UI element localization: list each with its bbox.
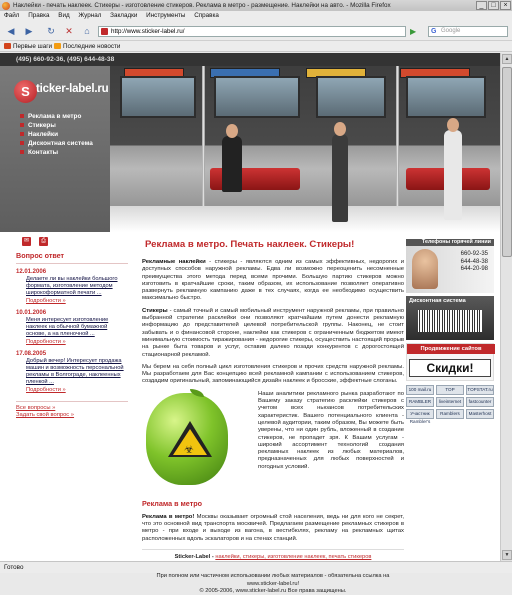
vertical-scrollbar[interactable]	[500, 53, 512, 561]
close-button[interactable]: ×	[500, 1, 511, 10]
hotline-title: Телефоны горячей линии	[406, 239, 494, 246]
footer-line-3: При полном или частичном использовании любых материалов - обязательна ссылка на www.sticker-label.ru!	[156, 573, 390, 587]
qa-item	[16, 351, 128, 393]
site-favicon-icon	[101, 28, 108, 35]
bookmark-label: Последние новости	[63, 43, 121, 50]
footer-brand: Sticker-Label -	[174, 553, 216, 560]
search-box[interactable]	[428, 26, 508, 37]
menu-contacts[interactable]: Контакты	[20, 148, 93, 157]
url-text: http://www.sticker-label.ru/	[111, 28, 185, 35]
counter-badge[interactable]: Masterhost	[466, 409, 494, 419]
menu-history[interactable]: Журнал	[78, 12, 102, 19]
car-floor	[110, 206, 500, 232]
passenger-head	[226, 124, 238, 138]
qa-item	[16, 269, 128, 304]
paragraph-2	[142, 308, 404, 359]
qa-question-link[interactable]: Делаете ли вы наклейки большого формата, изготовление методом широкоформатной печати ...	[26, 276, 118, 296]
car-window	[214, 76, 300, 118]
green-apple-image	[146, 393, 228, 485]
status-bar: Готово	[0, 561, 512, 573]
passenger-figure	[332, 134, 348, 222]
discount-banner[interactable]	[406, 296, 494, 340]
window-title: Наклейки - печать наклеек. Стикеры - изготовление стикеров. Реклама в метро - размещение. Наклейки на авто. - Mozilla Firefox	[13, 2, 391, 9]
qa-item	[16, 310, 128, 345]
main-article	[142, 239, 404, 595]
menu-bar	[0, 11, 512, 21]
go-button[interactable]: ▶	[410, 27, 417, 36]
page-title: Реклама в метро. Печать наклеек. Стикеры!	[145, 239, 355, 250]
all-questions-link[interactable]: Все вопросы »	[16, 405, 56, 411]
menu-file[interactable]: Файл	[4, 12, 20, 19]
forward-button[interactable]: ▶	[25, 26, 33, 36]
qa-question-link[interactable]: Меня интересует изготовление наклеек на обычной бумажной основе, а на пленочной ...	[26, 317, 109, 337]
menu-tools[interactable]: Инструменты	[146, 12, 186, 19]
reload-button[interactable]: ↻	[47, 26, 55, 36]
bookmark-label: Первые шаги	[13, 43, 53, 50]
metro-car-illustration	[110, 66, 500, 232]
footer-keywords-link[interactable]: наклейки, стикеры, изготовление наклеек, печать стикеров	[215, 553, 372, 560]
paragraph-1	[142, 259, 404, 303]
header-left-panel	[0, 66, 110, 232]
qa-question-link[interactable]: Добрый вечер! Интересует продажа машин и возможность персональной рекламы в Волгограде, наклеенных пленкой ...	[26, 358, 124, 385]
car-window	[406, 76, 486, 118]
counter-badge[interactable]: fastcounter	[466, 397, 494, 407]
bold-term: Рекламные наклейки	[142, 259, 206, 265]
hotline-banner[interactable]	[406, 239, 494, 293]
counter-badge[interactable]: TOP	[436, 385, 464, 395]
passenger-head	[447, 118, 459, 132]
counter-badge[interactable]: liveinternet	[436, 397, 464, 407]
window-titlebar	[0, 0, 512, 11]
logo-icon[interactable]: S	[14, 80, 37, 103]
counter-badge[interactable]: 100 mail.ru	[406, 385, 434, 395]
menu-discount[interactable]: Дисконтная система	[20, 139, 93, 148]
firefox-bookmark-icon	[4, 43, 11, 49]
main-menu	[20, 112, 93, 157]
qa-title: Вопрос ответ	[16, 251, 128, 264]
rss-icon	[54, 43, 61, 49]
print-icon[interactable]: ⎙	[39, 237, 48, 246]
google-icon: G	[431, 28, 437, 35]
apple-block	[142, 391, 404, 495]
barcode-image	[418, 310, 482, 332]
paragraph-text: - самый точный и самый мобильный инструмент наружной рекламы, при правильно выбранной стратегии расклейки они позволяют кратчайшим путем донести рекламную информацию до представителей целевой потребительской группы. Наконец, не стоит забывать и о финансовой стороне, наклейки как стикеров с ограниченным бюджетом имеют минимальную стоимость тиражирования - недорогие стикеры, осуществить настоящий прорыв на рынке быта товаров и услуг, оставив далеко позади конкурентов с дорогостоящей стационарной рекламой.	[142, 307, 404, 358]
scroll-thumb[interactable]	[502, 67, 512, 257]
promo-discount-text: Скидки!	[409, 359, 491, 377]
counter-badges	[406, 385, 494, 424]
qa-date: 12.01.2006	[16, 269, 47, 275]
firefox-icon	[2, 2, 10, 10]
paragraph-5	[142, 514, 404, 543]
hotline-number: 660-92-35	[460, 251, 488, 257]
counter-badge[interactable]: Участник Rambler's	[406, 409, 434, 419]
discount-title: Дисконтная система	[409, 298, 466, 304]
paragraph-text: Москвы оказывает огромный стой населения, ведь ни для кого не секрет, что это основной вид транспорта москвичей. Предлагаем размещение рекламных стикеров в метро - при входе и выходе из вагона, в вестибюлях, рекламу на рекламных щитах расположенных вдоль эскалаторов и на стенах станций.	[142, 513, 404, 542]
menu-stickers[interactable]: Стикеры	[20, 121, 93, 130]
url-bar[interactable]	[98, 26, 406, 37]
passenger-head	[334, 122, 346, 136]
hotline-number: 644-48-38	[460, 258, 488, 265]
qa-links	[16, 401, 128, 419]
menu-edit[interactable]: Правка	[28, 12, 50, 19]
minimize-button[interactable]: _	[476, 1, 487, 10]
paragraph-4: Наши аналитики рекламного рынка разработают по Вашему заказу стратегию расклейки стикеров с учетом всех ньюансов потребительских характеристик. Вашего потенциального клиента - целевой аудитории, таким образом, Вы можете быть уверены, что ни один рубль, вложенный в создание стикеров, не пропадет зря. К Вашим услугам - широкий ассортимент технологий создания рекламных наклеек из любых материалов, предназначенных для любых поверхностей и погодных условий.	[258, 390, 404, 470]
stop-button[interactable]: ✕	[65, 26, 73, 36]
menu-labels[interactable]: Наклейки	[20, 130, 93, 139]
hotline-numbers	[461, 251, 488, 274]
menu-metro-ads[interactable]: Реклама в метро	[20, 112, 93, 121]
footer-copyright: © 2005-2006, www.sticker-label.ru Все права защищены.	[199, 587, 347, 594]
bold-term: Реклама в метро!	[142, 513, 195, 520]
apple-leaf	[190, 389, 204, 397]
qa-more-link[interactable]: Подробности »	[26, 298, 66, 304]
logo-text[interactable]: ticker-label.ru	[36, 83, 109, 95]
biohazard-icon: ☣	[184, 443, 194, 456]
counter-badge[interactable]: Ramblers	[436, 409, 464, 419]
bold-term: Стикеры	[142, 307, 168, 314]
ask-question-link[interactable]: Задать свой вопрос »	[16, 412, 75, 418]
promo-banner[interactable]	[406, 343, 494, 381]
bookmark-latest-news[interactable]	[54, 41, 120, 52]
counter-badge[interactable]: TOPSTAT.ru	[466, 385, 494, 395]
qa-more-link[interactable]: Подробности »	[26, 339, 66, 345]
qa-more-link[interactable]: Подробности »	[26, 387, 66, 393]
passenger-figure	[444, 130, 462, 220]
paragraph-text: - стикеры - являются одним из самых эффективных, недорогих и доступных способов наружной рекламы. Едва ли возможно переоценить несомненные преимущества этого метода перед всеми прочими. Большую партию стикеров можно изготовить в кратчайшие сроки, таким образом, их использование позволяет оперативно развернуть рекламную кампанию даже в тех случаях, когда ее необходимо осуществить максимально быстро.	[142, 259, 404, 302]
section-title: Реклама в метро	[142, 498, 203, 508]
qa-date: 10.01.2006	[16, 310, 47, 316]
site-phones: (495) 660-92-36, (495) 644-48-38	[0, 53, 500, 66]
menu-view[interactable]: Вид	[58, 12, 70, 19]
right-banners	[406, 239, 494, 424]
counter-badge[interactable]: RAMBLER	[406, 397, 434, 407]
bookmark-first-steps[interactable]	[4, 41, 52, 52]
hotline-number: 644-20-98	[460, 266, 488, 272]
site-header	[0, 66, 500, 232]
utility-icons	[22, 237, 48, 246]
menu-help[interactable]: Справка	[194, 12, 219, 19]
promo-title: Продвижение сайтов	[407, 344, 495, 354]
search-placeholder: Google	[441, 28, 461, 34]
scroll-down-icon[interactable]: ▼	[502, 550, 512, 560]
car-window	[120, 76, 196, 118]
window-controls	[476, 1, 511, 10]
passenger-figure	[222, 136, 242, 192]
operator-photo	[412, 249, 438, 289]
scroll-up-icon[interactable]: ▲	[502, 54, 512, 64]
navigation-toolbar	[0, 21, 512, 41]
menu-bookmarks[interactable]: Закладки	[110, 12, 138, 19]
home-button[interactable]: ⌂	[84, 26, 90, 36]
car-window	[316, 76, 386, 118]
maximize-button[interactable]: □	[488, 1, 499, 10]
back-button[interactable]: ◀	[7, 26, 15, 36]
paragraph-3: Мы берем на себя полный цикл изготовления стикеров и прочих средств наружной рекламы. Мы разработаем для Вас концепцию всей рекламной кампании с использованием стикеров, создадим оригинальный, запоминающийся дизайн наклеек и бросские, эффектные слоганы.	[142, 363, 404, 385]
email-icon[interactable]: ✉	[23, 238, 30, 244]
bookmarks-toolbar	[0, 41, 512, 52]
qa-date: 17.08.2005	[16, 351, 47, 357]
qa-sidebar	[16, 249, 128, 419]
